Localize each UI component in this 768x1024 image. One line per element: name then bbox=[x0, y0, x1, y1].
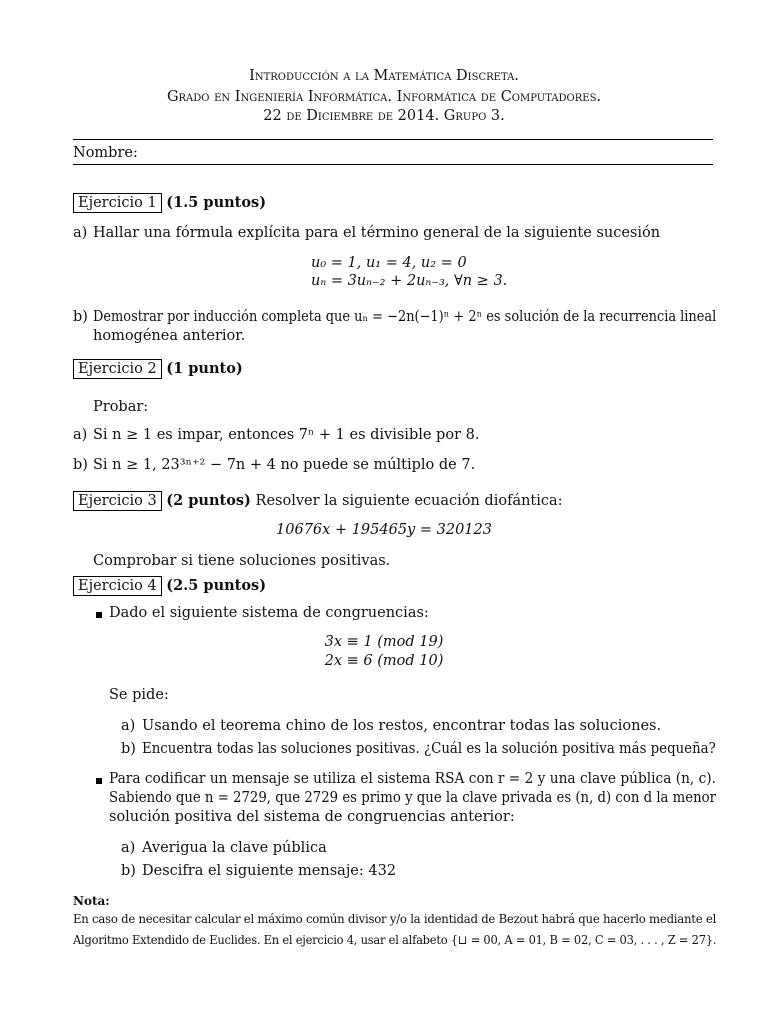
exercise-4-bullet1-text: Dado el siguiente sistema de congruencias: bbox=[109, 605, 429, 621]
exercise-4-heading bbox=[73, 576, 266, 596]
exercise-2-label: Ejercicio 2 bbox=[73, 359, 162, 379]
rsa-part-b-text: Descifra el siguiente mensaje: 432 bbox=[142, 863, 397, 879]
exercise-2b-text: Si n ≥ 1, 23³ⁿ⁺² − 7n + 4 no puede se múltiplo de 7. bbox=[93, 457, 476, 473]
exercise-4-bullet2-line3: solución positiva del sistema de congruencias anterior: bbox=[109, 809, 515, 825]
exercise-2-points: (1 punto) bbox=[166, 360, 243, 377]
exercise-4-part-b-text: Encuentra todas las soluciones positivas. ¿Cuál es la solución positiva más pequeña? bbox=[142, 741, 716, 757]
exercise-4-points: (2.5 puntos) bbox=[166, 577, 267, 594]
congruence-1: 3x ≡ 1 (mod 19) bbox=[324, 634, 444, 650]
exercise-4-bullet2-line2: Sabiendo que n = 2729, que 2729 es primo y que la clave privada es (n, d) con d la menor bbox=[109, 790, 717, 806]
exercise-4-part-b-marker: b) bbox=[121, 741, 136, 757]
exercise-1-equation-initial: u₀ = 1, u₁ = 4, u₂ = 0 bbox=[311, 255, 467, 271]
exercise-1b-text-line2: homogénea anterior. bbox=[93, 328, 246, 344]
top-rule bbox=[73, 139, 713, 140]
exercise-2b-marker: b) bbox=[73, 457, 88, 473]
nombre-label: Nombre: bbox=[73, 145, 138, 161]
rsa-part-a-marker: a) bbox=[121, 840, 136, 856]
exercise-2-heading bbox=[73, 359, 243, 379]
exercise-3-equation: 10676x + 195465y = 320123 bbox=[276, 522, 492, 538]
bottom-rule bbox=[73, 164, 713, 165]
exercise-3-check: Comprobar si tiene soluciones positivas. bbox=[93, 553, 391, 569]
exercise-4-label: Ejercicio 4 bbox=[73, 576, 162, 596]
bullet-1-marker bbox=[96, 612, 102, 618]
note-line2: Algoritmo Extendido de Euclides. En el ejercicio 4, usar el alfabeto {⊔ = 00, A = 01, B = 02, C = 03, . . . , Z = 27}. bbox=[73, 933, 717, 947]
se-pide-label: Se pide: bbox=[109, 687, 169, 703]
exercise-2a-text: Si n ≥ 1 es impar, entonces 7ⁿ + 1 es divisible por 8. bbox=[93, 427, 480, 443]
exercise-4-bullet2-line1: Para codificar un mensaje se utiliza el sistema RSA con r = 2 y una clave pública (n, c). bbox=[109, 771, 716, 787]
exercise-3-heading bbox=[73, 491, 563, 511]
bullet-2-marker bbox=[96, 778, 102, 784]
exercise-1a-text: Hallar una fórmula explícita para el término general de la siguiente sucesión bbox=[93, 225, 661, 241]
exercise-4-part-a-text: Usando el teorema chino de los restos, encontrar todas las soluciones. bbox=[142, 718, 662, 734]
exercise-1a-marker: a) bbox=[73, 225, 88, 241]
exercise-2a-marker: a) bbox=[73, 427, 88, 443]
congruence-2: 2x ≡ 6 (mod 10) bbox=[324, 653, 444, 669]
header-date-group: 22 de Diciembre de 2014. Grupo 3. bbox=[263, 108, 505, 124]
rsa-part-a-text: Averigua la clave pública bbox=[142, 840, 327, 856]
exercise-3-points: (2 puntos) bbox=[166, 492, 251, 509]
note-title: Nota: bbox=[73, 894, 110, 908]
header-course-title: Introducción a la Matemática Discreta. bbox=[249, 68, 519, 84]
rsa-part-b-marker: b) bbox=[121, 863, 136, 879]
exercise-1-equation-recurrence: uₙ = 3uₙ₋₂ + 2uₙ₋₃, ∀n ≥ 3. bbox=[311, 273, 508, 289]
exercise-1-points: (1.5 puntos) bbox=[166, 194, 267, 211]
exercise-1b-text-line1: Demostrar por inducción completa que uₙ = −2n(−1)ⁿ + 2ⁿ es solución de la recurrencia lineal bbox=[93, 309, 717, 325]
exercise-3-text: Resolver la siguiente ecuación diofántica: bbox=[255, 493, 563, 509]
exercise-1b-marker: b) bbox=[73, 309, 88, 325]
exercise-1-heading bbox=[73, 193, 266, 213]
exercise-3-label: Ejercicio 3 bbox=[73, 491, 162, 511]
header-degree: Grado en Ingeniería Informática. Informática de Computadores. bbox=[166, 89, 602, 105]
exercise-2-intro: Probar: bbox=[93, 399, 149, 415]
note-line1: En caso de necesitar calcular el máximo común divisor y/o la identidad de Bezout habrá que hacerlo mediante el bbox=[73, 912, 717, 926]
exercise-4-part-a-marker: a) bbox=[121, 718, 136, 734]
exercise-1-label: Ejercicio 1 bbox=[73, 193, 162, 213]
